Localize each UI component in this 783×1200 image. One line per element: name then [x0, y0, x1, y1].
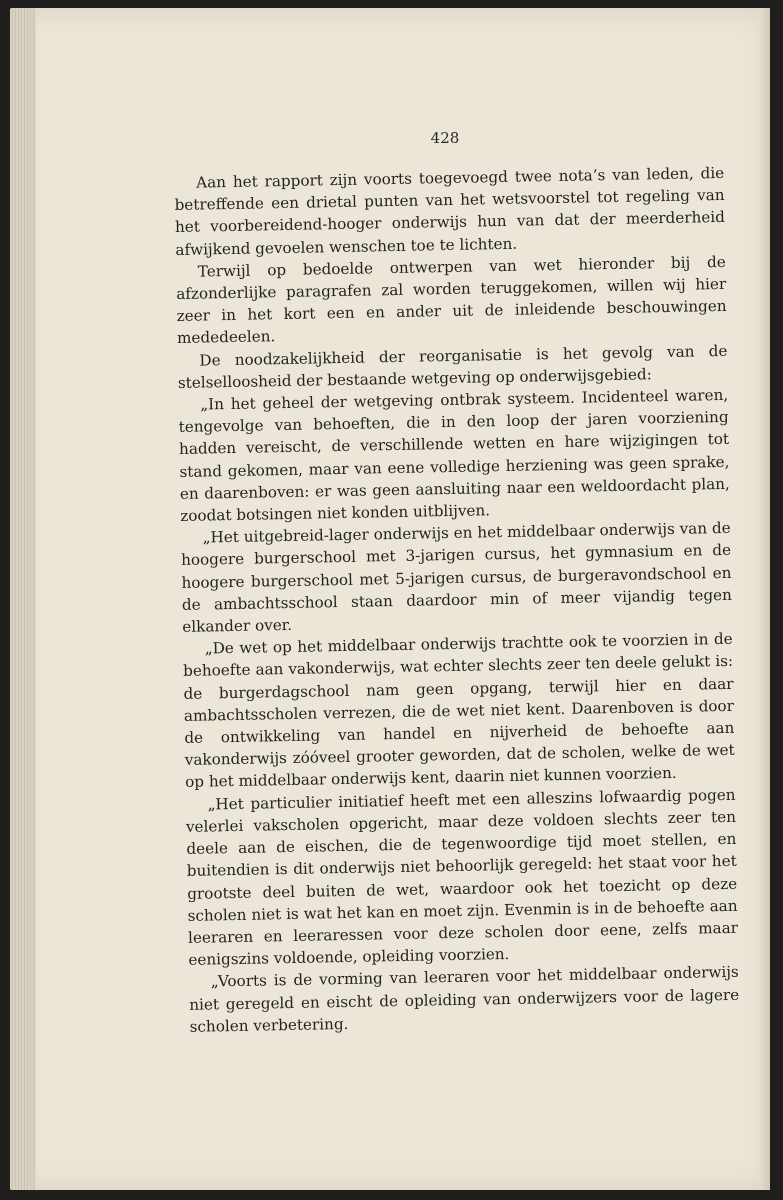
paragraph: De noodzakelijkheid der reorganisatie is het gevolg van de stelselloosheid der bestaande wetgeving op onderwijsgebied: [177, 341, 728, 392]
book-page [10, 8, 770, 1190]
paragraph: Aan het rapport zijn voorts toegevoegd twee nota’s van leden, die betreffende een drietal punten van het wetsvoorstel tot regeling van het voorbereidend-hooger onderwijs hun van dat der meerderheid afwijkend gevoelen wenschen toe te lichten. [174, 163, 726, 259]
paragraph: „De wet op het middelbaar onderwijs trachtte ook te voorzien in de behoefte aan vakonderwijs, wat echter slechts zeer ten deele gelukt is: de burgerdagschool nam geen opgang, terwijl hier en daar ambachtsscholen verrezen, die de wet niet kent. Daarenboven is door de ontwikkeling van handel en nijverheid de behoefte aan vakonderwijs zóóveel grooter geworden, dat de scholen, welke de wet op het middelbaar onderwijs kent, daarin niet kunnen voorzien. [182, 630, 735, 792]
body-text [174, 162, 740, 1038]
page-edge-right [760, 8, 770, 1190]
paragraph: „Het uitgebreid-lager onderwijs en het middelbaar onderwijs van de hoogere burgerschool met 3-jarigen cursus, het gymnasium en de hoogere burgerschool met 5-jarigen cursus, de burgeravondschool en de ambachtsschool staan daardoor min of meer vijandig tegen elkander over. [180, 519, 733, 636]
paragraph: Terwijl op bedoelde ontwerpen van wet hieronder bij de afzonderlijke paragrafen zal worden teruggekomen, willen wij hier zeer in het kort een en ander uit de inleidende beschouwingen mededeelen. [176, 252, 727, 348]
page-stack-edge-left [10, 8, 36, 1190]
paragraph: „In het geheel der wetgeving ontbrak systeem. Incidenteel waren, tengevolge van behoeften, die in den loop der jaren voorziening hadden vereischt, de verschillende wetten en hare wijzigingen tot stand gekomen, maar van eene volledige herziening was geen sprake, en daarenboven: er was geen aansluiting naar een weldoordacht plan, zoodat botsingen niet konden uitblijven. [178, 385, 730, 525]
page-number: 428 [430, 129, 460, 147]
paragraph: „Voorts is de vorming van leeraren voor het middelbaar onderwijs niet geregeld en eischt de opleiding van onderwijzers voor de lagere scholen verbetering. [189, 963, 740, 1036]
paragraph: „Het particulier initiatief heeft met een alleszins lofwaardig pogen velerlei vakscholen opgericht, maar deze voldoen slechts zeer ten deele aan de eischen, die de tegenwoordige tijd moet stellen, en buitendien is dit onderwijs niet behoorlijk geregeld: het staat voor het grootste deel buiten de wet, waardoor ook het toezicht op deze scholen niet is wat het kan en moet zijn. Evenmin is in de behoefte aan leeraren en leeraressen voor deze scholen door eene, zelfs maar eenigszins voldoende, opleiding voorzien. [185, 785, 739, 969]
